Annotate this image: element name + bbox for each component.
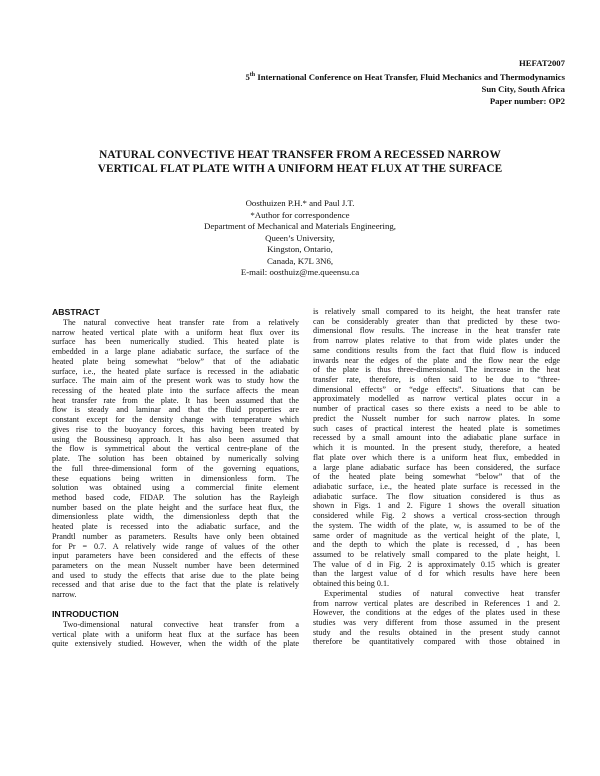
text-line: a large plane adiabatic surface has been considered, the surface [313, 462, 560, 472]
text-line: solution was obtained using a commercial finite element [52, 483, 299, 493]
text-line: vertical plate with a uniform heat flux at the surface has been [52, 629, 299, 639]
text-line: Experimental studies of natural convective heat transfer [324, 588, 560, 598]
abstract-body [52, 318, 299, 600]
text-line: assumed to be relatively small compared to the plate height, l. [313, 549, 560, 559]
text-line: heated plate being somewhat “below” that of the adiabatic [52, 356, 299, 366]
text-line: Prandtl number as parameters. Results have only been obtained [52, 531, 299, 541]
text-line: the system. The width of the plate, w, is assumed to be of the [313, 520, 560, 530]
text-line: constant except for the density change with temperature which [52, 415, 299, 425]
author-email: E-mail: oosthuiz@me.queensu.ca [240, 267, 360, 277]
text-line: heated plate is recessed into the adiabatic surface, and the [52, 522, 299, 532]
text-line: therefore be quantitatively compared with those obtained in [313, 637, 560, 647]
text-line: adiabatic surface, i.e., the heated plate surface is recessed in the [313, 481, 560, 491]
text-line: is relatively small compared to its height, the heat transfer rate [313, 307, 560, 316]
paper-number: Paper number: OP2 [489, 95, 565, 106]
title-line: VERTICAL FLAT PLATE WITH A UNIFORM HEAT FLUX AT THE SURFACE [97, 163, 503, 175]
text-line: flat plate over which there is a uniform heat flux, embedded in [313, 452, 560, 462]
affiliation-line: Department of Mechanical and Materials Engineering, [204, 221, 396, 231]
text-line: the flow is symmetrical about the vertical centre-plane of the [52, 444, 299, 454]
text-line: which it is mounted. In the present study, therefore, a heated [313, 443, 560, 453]
text-line: study and the results obtained in the present study cannot [313, 627, 560, 637]
text-line: The natural convective heat transfer rate from a relatively [63, 318, 299, 327]
conference-header [245, 57, 565, 107]
text-line: surface has been numerically studied. This heated plate is [52, 337, 299, 347]
text-line: quite extensively studied. However, when the width of the plate [52, 639, 299, 649]
text-line: transfer rate, therefore, is often said to be due to “three- [313, 375, 560, 385]
affiliation-line: Queen’s University, [265, 232, 335, 243]
affiliation-line: Kingston, Ontario, [267, 244, 333, 254]
correspondence-note: *Author for correspondence [250, 209, 350, 220]
text-line: narrow heated vertical plate with a uniform heat flux over its [52, 327, 299, 337]
introduction-body [52, 620, 299, 649]
left-column [52, 307, 299, 649]
text-line: heat transfer rate from the plate. It has been assumed that the [52, 395, 299, 405]
text-line: predict the Nusselt number for such narrow plates. In some [313, 413, 560, 423]
text-line: plate. The solution has been obtained by numerically solving [52, 454, 299, 464]
text-line: input parameters have been considered and the effects of these [52, 551, 299, 561]
text-line: Two-dimensional natural convective heat transfer from a [63, 619, 299, 629]
text-line: number based on the plate height and the surface heat flux, the [52, 502, 299, 512]
text-line: approximately modelled as narrow vertical plates occur in a [313, 394, 560, 404]
text-line: method based code, FIDAP. The solution has the Rayleigh [52, 492, 299, 502]
text-line: and used to study the effects that arise due to the plate being [52, 570, 299, 580]
text-line: However, the conditions at the edges of the plates used in these [313, 608, 560, 618]
author-block [0, 198, 600, 279]
text-line: than the largest value of d for which results have here been [313, 569, 560, 579]
text-line: from narrow plates relative to that from wide plates under the [313, 336, 560, 346]
abstract-heading: ABSTRACT [52, 307, 100, 317]
text-line: recessed by a small amount into the adiabatic plane surface in [313, 433, 560, 443]
text-line: considered while Fig. 2 shows a vertical cross-section through [313, 511, 560, 521]
text-line: using the Boussinesq approach. It has also been assumed that [52, 434, 299, 444]
text-line: from narrow vertical plates are described in References 1 and 2. [313, 598, 560, 608]
text-line: recessing of the heated plate into the surface affects the mean [52, 386, 299, 396]
right-column-body [313, 307, 560, 647]
text-line: narrow. [52, 590, 77, 600]
text-line: studies was very different from those assumed in the present [313, 618, 560, 627]
text-line: dimensionless plate width, the dimensionless depth that the [52, 512, 299, 522]
affiliation-line: Canada, K7L 3N6, [266, 255, 334, 266]
text-line: gives rise to the buoyancy forces, this having been treated by [52, 424, 299, 434]
text-line: can be considerably greater than that predicted by these two- [313, 316, 560, 326]
text-line: flow is steady and laminar and that the fluid properties are [52, 405, 299, 415]
title-line: NATURAL CONVECTIVE HEAT TRANSFER FROM A RECESSED NARROW [99, 149, 501, 161]
paper-title [0, 148, 600, 176]
text-line: adiabatic surface. The flow situation considered is thus as [313, 491, 560, 501]
text-line: recessed and that arise due to the fact that the plate is relatively [52, 580, 299, 590]
text-line: number of practical cases so there exists a need to be able to [313, 404, 560, 414]
text-line: of the plate is thus three-dimensional. The increase in the heat [313, 365, 560, 375]
right-column [313, 307, 560, 647]
text-line: The value of d in Fig. 2 is approximately 0.15 which is greater [313, 559, 560, 569]
text-line: shown in Figs. 1 and 2. Figure 1 shows the overall situation [313, 501, 560, 511]
text-line: obtained this being 0.1. [313, 579, 390, 589]
text-line: surface. The main aim of the present work was to study how the [52, 376, 299, 386]
conference-location: Sun City, South Africa [481, 83, 565, 94]
conference-code: HEFAT2007 [518, 58, 565, 68]
conference-name: 5th International Conference on Heat Transfer, Fluid Mechanics and Thermodynamics [245, 71, 565, 82]
text-line: for Pr = 0.7. A relatively wide range of values of the other [52, 541, 299, 551]
text-line: dimensional flow results. The increase in the heat transfer rate [313, 326, 560, 336]
text-line: of the heated plate being somewhat “below” that of the [313, 472, 560, 482]
text-line: dimensional effects” or “edge effects”. Situations that can be [313, 384, 560, 394]
text-line: inwards near the edges of the plate and the flow near the edge [313, 355, 560, 365]
text-line: embedded in a large plane adiabatic surface, the surface of the [52, 347, 299, 357]
text-line: surface, i.e., the heated plate surface is recessed in the adiabatic [52, 366, 299, 376]
text-line: these equations being written in dimensionless form. The [52, 473, 299, 483]
introduction-heading: INTRODUCTION [52, 608, 119, 619]
text-line: such cases of practical interest the heated plate is sometimes [313, 423, 560, 433]
author-names: Oosthuizen P.H.* and Paul J.T. [245, 198, 355, 208]
text-line: same order of magnitude as the vertical height of the plate, l, [313, 530, 560, 540]
text-line: and the depth to which the plate is recessed, d , has been [313, 540, 560, 550]
text-line: same conditions results from the fact that fluid flow is induced [313, 345, 560, 355]
text-line: parameters on the mean Nusselt number have been determined [52, 560, 299, 570]
text-line: the full three-dimensional form of the governing equations, [52, 463, 299, 473]
